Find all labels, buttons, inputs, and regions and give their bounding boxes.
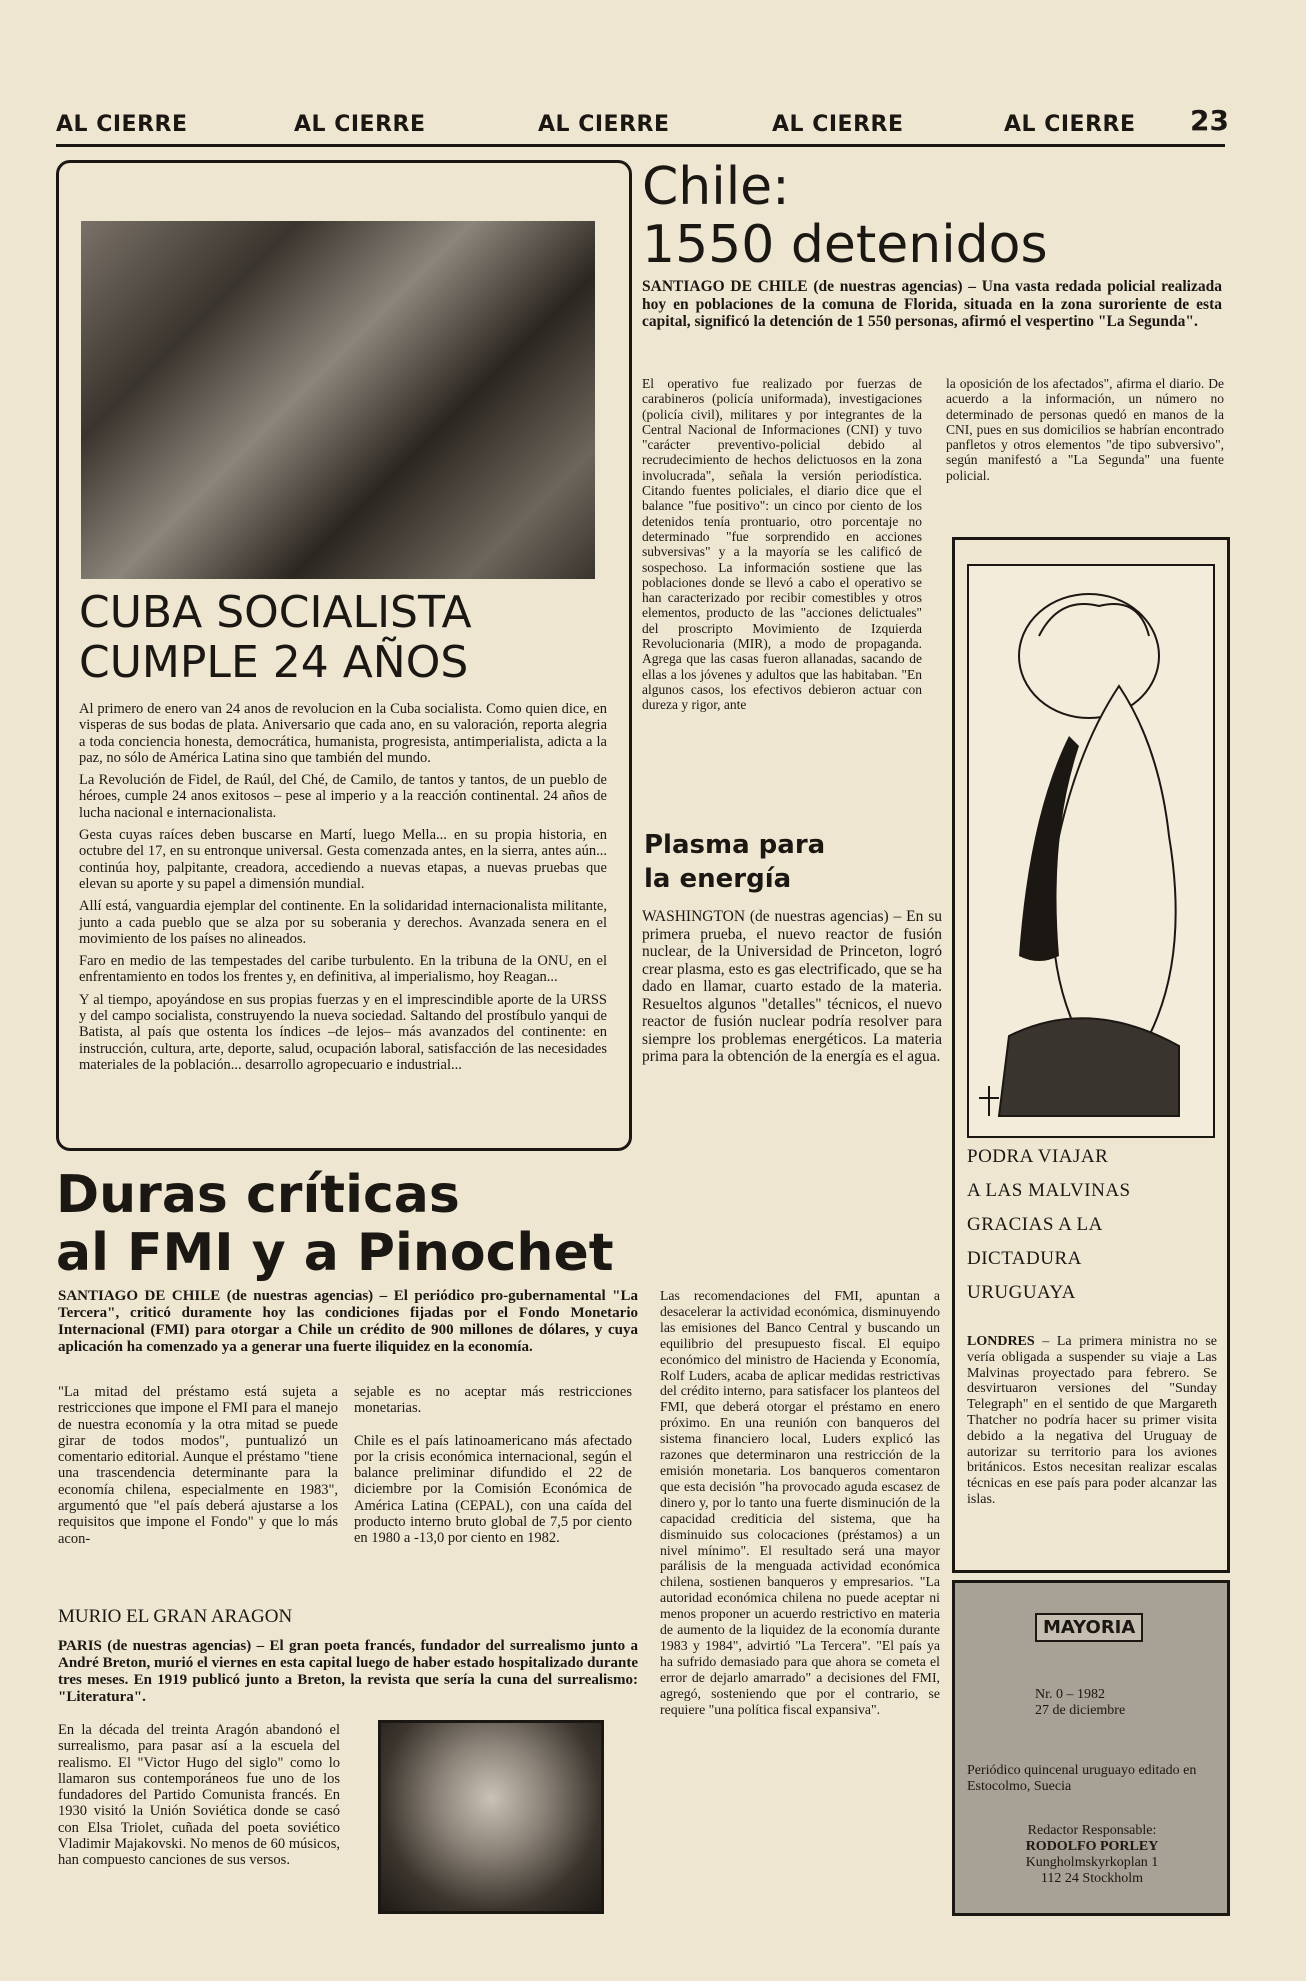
cuba-paragraph: Allí está, vanguardia ejemplar del continente. En la solidaridad internacionalista militante, junto a cada pueblo que se alza por su soberania y derechos. Avanzada senera en el movimiento de los países no alineados.: [79, 898, 607, 947]
chile-headline-line1: Chile:: [642, 157, 790, 217]
malvinas-box: [952, 537, 1230, 1573]
aragon-body: En la década del treinta Aragón abandonó el surrealismo, para pasar así a la escuela del realismo. El "Victor Hugo del siglo" como lo llamaron sus contemporáneos fue uno de los fundadores del Partido Comunista francés. En 1930 visitó la Unión Soviética donde se casó con Elsa Triolet, cuñada del poeta soviético Vladimir Majakovski. No menos de 60 músicos, han compuesto canciones de sus versos.: [58, 1722, 340, 1869]
mayoria-date: 27 de diciembre: [1035, 1703, 1126, 1718]
header-rule: [56, 144, 1225, 147]
malvinas-headline-line: PODRA VIAJAR: [967, 1146, 1109, 1167]
aragon-lead: PARIS (de nuestras agencias) – El gran poeta francés, fundador del surrealismo junto a André Breton, murió el viernes en esta capital luego de haber estado hospitalizado durante tres meses. En 1919 publicó junto a Breton, la revista que sería la cuna del surrealismo: "Literatura".: [58, 1638, 638, 1705]
cuba-body: [79, 701, 607, 1079]
malvinas-headline-line: A LAS MALVINAS: [967, 1180, 1131, 1201]
plasma-headline-line1: Plasma para: [644, 830, 826, 860]
mayoria-address: Kungholmskyrkoplan 1: [1025, 1855, 1159, 1870]
page-number: 23: [1190, 104, 1229, 137]
fmi-headline-line1: Duras críticas: [56, 1165, 460, 1225]
section-label: AL CIERRE: [294, 112, 426, 137]
plasma-body: WASHINGTON (de nuestras agencias) – En su primera prueba, el nuevo reactor de fusión nuclear, de la Universidad de Princeton, logró crear plasma, esto es gas electrificado, que se ha dado en llamar, cuarto estado de la materia. Resueltos algunos "detalles" técnicos, el nuevo reactor de fusión nuclear podría resolver para siempre los problemas energéticos. La materia prima para la obtención de la energía es el agua.: [642, 908, 942, 1065]
chile-headline-line2: 1550 detenidos: [642, 215, 1048, 275]
penguin-cartoon-icon: [969, 566, 1213, 1136]
cuba-paragraph: Al primero de enero van 24 anos de revolucion en la Cuba socialista. Como quien dice, en visperas de sus bodas de plata. Aniversario que cada ano, en su valoración, reporta alegria a toda conciencia honesta, democrática, humanista, progresista, antimperialista, adicta a la paz, no sólo de América Latina sino que también del mundo.: [79, 701, 607, 766]
malvinas-headline: [967, 1140, 1217, 1310]
cuba-headline: [79, 588, 619, 688]
mayoria-editor-name: RODOLFO PORLEY: [1025, 1839, 1159, 1854]
fmi-column-1: "La mitad del préstamo está sujeta a restricciones que impone el FMI para el manejo de nuestra economía y la otra mitad se puede girar de todos modos", puntualizó un comentario editorial. Aunque el préstamo "tiene una trascendencia determinante para la economía chilena, especialmente en 1983", argumentó que "el país deberá ajustarse a los requisitos que impone el Fondo" y que lo más acon-: [58, 1384, 338, 1547]
section-label: AL CIERRE: [1004, 112, 1136, 137]
cuba-article-box: [56, 160, 632, 1151]
plasma-headline: [644, 828, 825, 896]
mayoria-issue: Nr. 0 – 1982: [1035, 1687, 1105, 1702]
cuba-photo: [81, 221, 595, 579]
cuba-headline-line2: CUMPLE 24 AÑOS: [79, 637, 469, 688]
malvinas-headline-line: GRACIAS A LA: [967, 1214, 1103, 1235]
cuba-paragraph: La Revolución de Fidel, de Raúl, del Ché, de Camilo, de tantos y tantos, de un pueblo de héroes, cumple 24 anos exitosos – pese al imperio y a la reacción continental. 24 años de lucha nacional e internacionalista.: [79, 772, 607, 821]
mayoria-issue-block: [1035, 1687, 1125, 1719]
aragon-portrait: [378, 1720, 604, 1914]
malvinas-headline-line: DICTADURA: [967, 1248, 1082, 1269]
fmi-headline: [56, 1166, 614, 1282]
mayoria-logo: MAYORIA: [1035, 1613, 1143, 1642]
fmi-lead: SANTIAGO DE CHILE (de nuestras agencias) – El periódico pro-gubernamental "La Tercera", criticó duramente hoy las condiciones fijadas por el Fondo Monetario Internacional (FMI) para otorgar a Chile un crédito de 900 millones de dólares, y cuya aplicación ha comenzado ya a generar una fuerte iliquidez en la economía.: [58, 1288, 638, 1355]
fmi-column-2-paragraph: Chile es el país latinoamericano más afectado por la crisis económica internacional, según el balance preliminar difundido el 22 de diciembre por la Comisión Económica de América Latina (CEPAL), con una caída del producto interno bruto global de 7,5 por ciento en 1980 a -13,0 por ciento en 1982.: [354, 1432, 632, 1547]
cuba-paragraph: Y al tiempo, apoyándose en sus propias fuerzas y en el imprescindible aporte de la URSS y del campo socialista, construyendo la nueva sociedad. Saltando del prostíbulo yanqui de Batista, al país que ostenta los índices –de lejos– más avanzados del continente: en instrucción, cultura, arte, deporte, salud, ocupación laboral, satisfacción de las necesidades materiales de la población... desarrollo agropecuario e industrial...: [79, 991, 607, 1073]
chile-column-1: El operativo fue realizado por fuerzas de carabineros (policía uniformada), investigaciones (policía civil), militares y por integrantes de la Central Nacional de Informaciones (CNI) y tuvo "carácter preventivo-policial debido al recrudecimiento de hechos delictuosos en la zona involucrada", señala la versión periodística. Citando fuentes policiales, el diario dice que el balance "fue positivo": un cinco por ciento de los detenidos tenía prontuario, otro porcentaje no determinado "fue sorprendido en acciones subversivas" y a la mayoría se les calificó de sospechoso. La información sostiene que las poblaciones donde se llevó a cabo el operativo se han caracterizado por recibir comestibles y otros elementos, producto de las "acciones delictuales" del proscripto Movimiento de Izquierda Revolucionaria (MIR), a modo de propaganda. Agrega que las casas fueron allanadas, sacando de ellas a los jóvenes y adultos que las habitaban. "En algunos casos, los efectivos debieron actuar con dureza y rigor, ante: [642, 376, 922, 713]
malvinas-text: – La primera ministra no se vería obligada a suspender su viaje a Las Malvinas proyectado para febrero. Se desvirtuaron versiones del "Sunday Telegraph" en el sentido de que Margareth Thatcher no podría hacer su primer visita debido a la negativa del Uruguay de autorizar su territorio para los aviones británicos. Estos necesitan realizar escalas técnicas en ese país para poder alcanzar las islas.: [967, 1334, 1217, 1507]
fmi-column-2-paragraph: sejable es no aceptar más restricciones monetarias.: [354, 1384, 632, 1417]
section-label: AL CIERRE: [772, 112, 904, 137]
cartoon-illustration: [967, 564, 1215, 1138]
malvinas-headline-line: URUGUAYA: [967, 1282, 1076, 1303]
cuba-paragraph: Gesta cuyas raíces deben buscarse en Martí, luego Mella... en su propia historia, en octubre del 17, en su entronque universal. Gesta comenzada antes, en la sierra, antes aún... continúa hoy, palpitante, creadora, accediendo a nuevas etapas, a nuevas pruebas que elevan su aporte y su papel a dimensión mundial.: [79, 827, 607, 892]
section-label: AL CIERRE: [538, 112, 670, 137]
mayoria-description: Periódico quincenal uruguayo editado en Estocolmo, Suecia: [967, 1763, 1197, 1794]
section-label: AL CIERRE: [56, 112, 188, 137]
chile-lead: SANTIAGO DE CHILE (de nuestras agencias) – Una vasta redada policial realizada hoy en poblaciones de la comuna de Florida, situada en la zona suroriente de esta capital, significó la detención de 1 550 personas, afirmó el vespertino "La Segunda".: [642, 278, 1222, 330]
chile-column-2: la oposición de los afectados", afirma el diario. De acuerdo a la información, un número no determinado de personas quedó en manos de la CNI, pues en sus domicilios se habrían encontrado panfletos y otros elementos "de tipo subversivo", según manifestó a "La Segunda" una fuente policial.: [946, 376, 1224, 483]
cuba-headline-line1: CUBA SOCIALISTA: [79, 587, 472, 638]
plasma-headline-line2: la energía: [644, 864, 792, 894]
mayoria-address: 112 24 Stockholm: [1040, 1871, 1144, 1886]
chile-headline: [642, 158, 1048, 274]
mayoria-masthead-box: [952, 1580, 1230, 1916]
fmi-headline-line2: al FMI y a Pinochet: [56, 1223, 614, 1283]
malvinas-dateline: LONDRES: [967, 1334, 1035, 1349]
mayoria-editor-block: [967, 1823, 1217, 1887]
cuba-paragraph: Faro en medio de las tempestades del caribe turbulento. En la tribuna de la ONU, en el enfrentamiento en todos los frentes y, en definitiva, al imperialismo, hoy Reagan...: [79, 953, 607, 986]
fmi-column-2: [354, 1384, 632, 1553]
malvinas-body: [967, 1334, 1217, 1508]
mayoria-editor-label: Redactor Responsable:: [1027, 1823, 1157, 1838]
aragon-headline: MURIO EL GRAN ARAGON: [58, 1606, 293, 1627]
fmi-column-3: Las recomendaciones del FMI, apuntan a desacelerar la actividad económica, disminuyendo las emisiones del Banco Central y buscando un equilibrio del presupuesto fiscal. El equipo económico del ministro de Hacienda y Economía, Rolf Luders, acaba de aplicar medidas restrictivas del crédito interno, para satisfacer los planteos del FMI, que deberá otorgar el préstamo en enero próximo. En una reunión con banqueros del sistema financiero local, Luders explicó las razones que determinaron una restricción de la emisión monetaria. Los banqueros comentaron que esta decisión "ha provocado aguda escasez de dinero y, por lo tanto una fuerte disminución de la capacidad crediticia del sistema, que ha disminuido sus colocaciones (préstamos) a un nivel mínimo". El resultado será una mayor parálisis de la menguada actividad económica chilena, sostienen banqueros y empresarios. "La autoridad económica chilena no puede aceptar ni menos proponer un acuerdo restrictivo en materia de aumento de la liquidez de la economía durante 1983 y 1984", advirtió "La Tercera". "El país ya ha sufrido demasiado para que ahora se cometa el error de dejarlo amarrado" a decisiones del FMI, agregó, sosteniendo que por el contrario, se requiere "una política fiscal expansiva".: [660, 1288, 940, 1717]
